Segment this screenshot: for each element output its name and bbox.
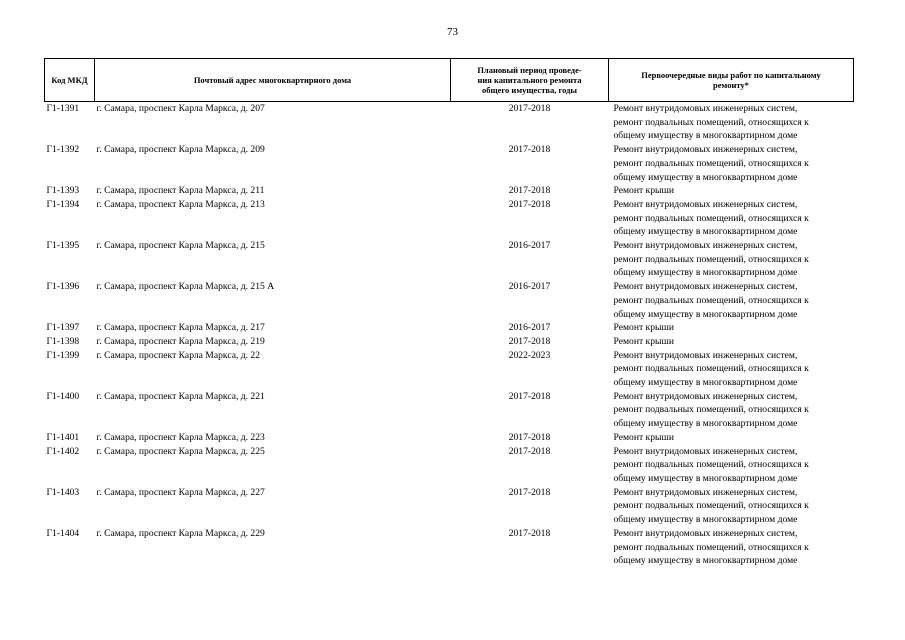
- work-line: общему имуществу в многоквартирном доме: [613, 267, 798, 279]
- cell-period: 2022-2023: [508, 349, 551, 361]
- work-line: общему имуществу в многоквартирном доме: [613, 130, 798, 142]
- work-line: ремонт подвальных помещений, относящихся к: [613, 459, 809, 471]
- table-row: [45, 486, 854, 527]
- work-line: ремонт подвальных помещений, относящихся к: [613, 404, 809, 416]
- work-line: Ремонт внутридомовых инженерных систем,: [613, 527, 798, 539]
- work-line: Ремонт внутридомовых инженерных систем,: [613, 103, 798, 114]
- work-line: ремонт подвальных помещений, относящихся к: [613, 253, 809, 265]
- table-row: [45, 431, 854, 445]
- capital-repair-table: [44, 58, 854, 568]
- header-row: [45, 59, 854, 102]
- cell-works: [609, 390, 854, 431]
- cell-code: Г1-1397: [46, 322, 80, 334]
- header-works-line: Первоочередные виды работ по капитальному: [641, 70, 821, 80]
- work-line: ремонт подвальных помещений, относящихся к: [613, 212, 809, 224]
- cell-works: [609, 335, 854, 349]
- table-row: [45, 321, 854, 335]
- table-row: [45, 280, 854, 321]
- work-line: ремонт подвальных помещений, относящихся к: [613, 294, 809, 306]
- table-row: [45, 198, 854, 239]
- cell-code: Г1-1395: [46, 240, 80, 252]
- work-line: Ремонт крыши: [613, 431, 674, 443]
- work-line: общему имуществу в многоквартирном доме: [613, 226, 798, 238]
- cell-works: [609, 239, 854, 280]
- cell-code: Г1-1404: [46, 527, 80, 539]
- cell-code: Г1-1394: [46, 198, 80, 210]
- table-row: [45, 184, 854, 198]
- work-line: Ремонт крыши: [613, 185, 674, 197]
- table-row: [45, 239, 854, 280]
- cell-works: [609, 486, 854, 527]
- work-line: общему имуществу в многоквартирном доме: [613, 377, 798, 389]
- header-period: [451, 59, 609, 102]
- header-period-line: общего имущества, годы: [481, 85, 578, 95]
- cell-period: 2017-2018: [508, 103, 551, 114]
- header-period-line: ния капитального ремонта: [477, 75, 582, 85]
- table-row: [45, 445, 854, 486]
- table-row: [45, 102, 854, 144]
- table-header: [45, 59, 854, 102]
- cell-period: 2017-2018: [508, 431, 551, 443]
- work-line: общему имуществу в многоквартирном доме: [613, 472, 798, 484]
- cell-period: 2017-2018: [508, 198, 551, 210]
- cell-period: 2016-2017: [508, 240, 551, 252]
- cell-address: г. Самара, проспект Карла Маркса, д. 219: [96, 335, 265, 347]
- cell-works: [609, 143, 854, 184]
- cell-code: Г1-1399: [46, 349, 80, 361]
- work-line: Ремонт внутридомовых инженерных систем,: [613, 390, 798, 402]
- work-line: Ремонт внутридомовых инженерных систем,: [613, 144, 798, 156]
- cell-address: г. Самара, проспект Карла Маркса, д. 225: [96, 445, 265, 457]
- cell-works: [609, 431, 854, 445]
- cell-address: г. Самара, проспект Карла Маркса, д. 209: [96, 144, 265, 156]
- cell-works: [609, 102, 854, 144]
- cell-address: г. Самара, проспект Карла Маркса, д. 217: [96, 322, 265, 334]
- table-row: [45, 390, 854, 431]
- cell-address: г. Самара, проспект Карла Маркса, д. 215 А: [96, 281, 275, 293]
- cell-address: г. Самара, проспект Карла Маркса, д. 229: [96, 527, 265, 539]
- cell-address: г. Самара, проспект Карла Маркса, д. 213: [96, 198, 265, 210]
- work-line: Ремонт внутридомовых инженерных систем,: [613, 281, 798, 293]
- cell-works: [609, 321, 854, 335]
- cell-code: Г1-1392: [46, 144, 80, 156]
- cell-period: 2017-2018: [508, 527, 551, 539]
- cell-code: Г1-1401: [46, 431, 80, 443]
- work-line: общему имуществу в многоквартирном доме: [613, 171, 798, 183]
- work-line: общему имуществу в многоквартирном доме: [613, 418, 798, 430]
- table-body: [45, 102, 854, 568]
- cell-address: г. Самара, проспект Карла Маркса, д. 22: [96, 349, 261, 361]
- cell-code: Г1-1398: [46, 335, 80, 347]
- cell-period: 2017-2018: [508, 445, 551, 457]
- work-line: общему имуществу в многоквартирном доме: [613, 514, 798, 526]
- cell-code: Г1-1391: [46, 103, 80, 114]
- cell-period: 2017-2018: [508, 185, 551, 197]
- cell-works: [609, 198, 854, 239]
- cell-period: 2017-2018: [508, 335, 551, 347]
- cell-code: Г1-1403: [46, 486, 80, 498]
- work-line: Ремонт внутридомовых инженерных систем,: [613, 349, 798, 361]
- cell-address: г. Самара, проспект Карла Маркса, д. 211: [96, 185, 265, 197]
- cell-works: [609, 280, 854, 321]
- work-line: ремонт подвальных помещений, относящихся к: [613, 500, 809, 512]
- header-period-line: Плановый период проведе-: [477, 65, 582, 75]
- cell-code: Г1-1400: [46, 390, 80, 402]
- work-line: Ремонт внутридомовых инженерных систем,: [613, 486, 798, 498]
- cell-address: г. Самара, проспект Карла Маркса, д. 221: [96, 390, 265, 402]
- table-row: [45, 143, 854, 184]
- work-line: Ремонт крыши: [613, 335, 674, 347]
- cell-code: Г1-1402: [46, 445, 80, 457]
- work-line: Ремонт внутридомовых инженерных систем,: [613, 240, 798, 252]
- work-line: Ремонт внутридомовых инженерных систем,: [613, 198, 798, 210]
- cell-period: 2016-2017: [508, 281, 551, 293]
- header-code: Код МКД: [45, 59, 95, 102]
- work-line: общему имуществу в многоквартирном доме: [613, 555, 798, 567]
- header-works: [609, 59, 854, 102]
- table-row: [45, 527, 854, 568]
- cell-address: г. Самара, проспект Карла Маркса, д. 223: [96, 431, 265, 443]
- cell-period: 2017-2018: [508, 486, 551, 498]
- cell-period: 2017-2018: [508, 144, 551, 156]
- header-address: Почтовый адрес многоквартирного дома: [95, 59, 451, 102]
- work-line: ремонт подвальных помещений, относящихся к: [613, 157, 809, 169]
- cell-address: г. Самара, проспект Карла Маркса, д. 227: [96, 486, 265, 498]
- cell-code: Г1-1396: [46, 281, 80, 293]
- work-line: ремонт подвальных помещений, относящихся к: [613, 541, 809, 553]
- cell-period: 2017-2018: [508, 390, 551, 402]
- work-line: ремонт подвальных помещений, относящихся к: [613, 116, 809, 128]
- header-works-line: ремонту*: [713, 80, 749, 90]
- cell-works: [609, 445, 854, 486]
- cell-address: г. Самара, проспект Карла Маркса, д. 215: [96, 240, 265, 252]
- table-row: [45, 349, 854, 390]
- cell-works: [609, 527, 854, 568]
- table-row: [45, 335, 854, 349]
- cell-address: г. Самара, проспект Карла Маркса, д. 207: [96, 103, 265, 114]
- page-number: 73: [447, 26, 458, 38]
- cell-period: 2016-2017: [508, 322, 551, 334]
- cell-code: Г1-1393: [46, 185, 80, 197]
- work-line: общему имуществу в многоквартирном доме: [613, 308, 798, 320]
- work-line: ремонт подвальных помещений, относящихся к: [613, 363, 809, 375]
- work-line: Ремонт крыши: [613, 322, 674, 334]
- cell-works: [609, 349, 854, 390]
- cell-works: [609, 184, 854, 198]
- work-line: Ремонт внутридомовых инженерных систем,: [613, 445, 798, 457]
